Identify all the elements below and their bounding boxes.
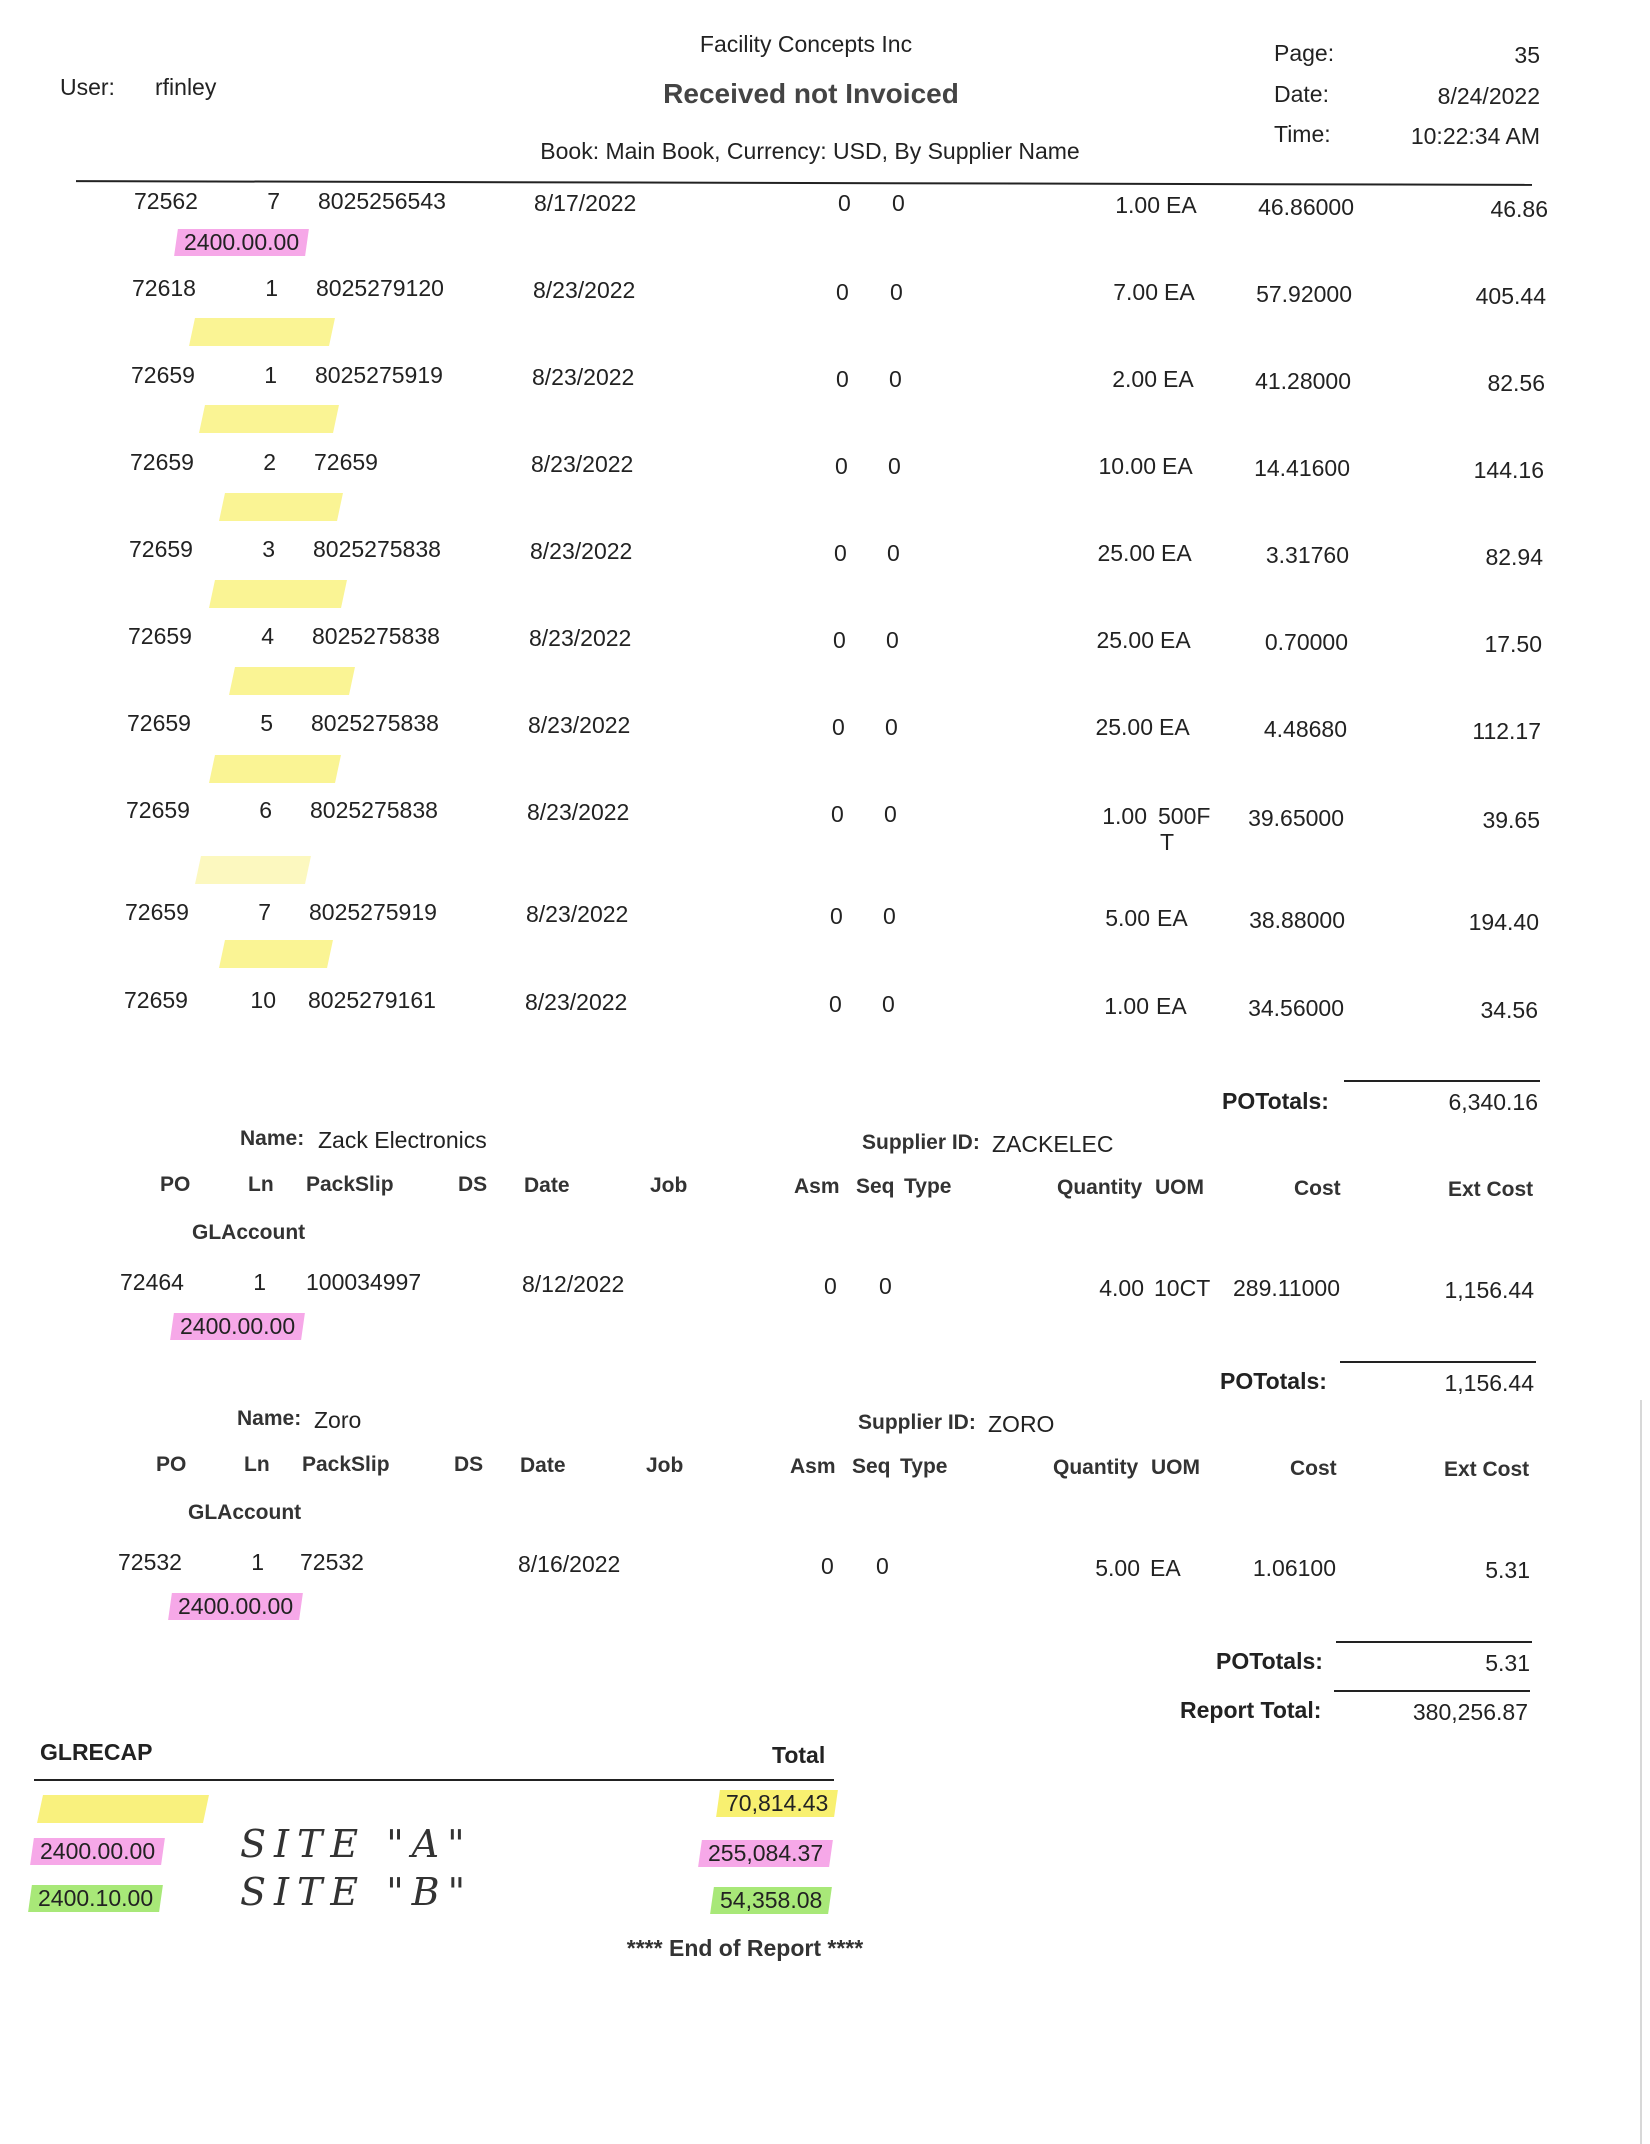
name-label: Name: bbox=[237, 1407, 302, 1430]
unit-cost: 38.88000 bbox=[1249, 907, 1345, 933]
ext-cost: 405.44 bbox=[1475, 283, 1546, 309]
ext-cost: 5.31 bbox=[1485, 1557, 1530, 1583]
col-po: PO bbox=[160, 1173, 191, 1196]
seq: 0 bbox=[885, 714, 898, 740]
redacted-gl-highlight bbox=[219, 940, 333, 968]
receipt-date: 8/23/2022 bbox=[532, 364, 635, 390]
seq: 0 bbox=[892, 190, 905, 216]
line-number: 2 bbox=[263, 449, 276, 475]
redacted-gl-highlight bbox=[209, 755, 341, 783]
ext-cost: 82.94 bbox=[1485, 544, 1543, 570]
packslip: 8025256543 bbox=[318, 188, 446, 214]
col-asm: Asm bbox=[790, 1455, 836, 1478]
glrecap-total-label: Total bbox=[772, 1742, 826, 1768]
po-number: 72659 bbox=[127, 710, 191, 736]
redacted-gl-highlight bbox=[219, 493, 343, 521]
po-number: 72659 bbox=[130, 449, 194, 475]
receipt-date: 8/23/2022 bbox=[526, 901, 629, 927]
uom: EA bbox=[1157, 905, 1188, 931]
po-number: 72659 bbox=[131, 362, 195, 388]
name-label: Name: bbox=[240, 1127, 305, 1150]
seq: 0 bbox=[879, 1273, 892, 1299]
po-totals-label: POTotals: bbox=[1216, 1648, 1323, 1674]
unit-cost: 1.06100 bbox=[1252, 1555, 1336, 1581]
col-po: PO bbox=[156, 1453, 187, 1476]
glrecap-account: 2400.10.00 bbox=[38, 1885, 154, 1911]
col-asm: Asm bbox=[794, 1175, 840, 1198]
redacted-gl-highlight bbox=[189, 318, 335, 346]
col-job: Job bbox=[650, 1174, 688, 1197]
quantity: 5.00 bbox=[1105, 905, 1150, 931]
page-label: Page: bbox=[1274, 40, 1335, 66]
packslip: 8025275838 bbox=[312, 623, 440, 649]
redacted-gl-highlight bbox=[37, 1795, 209, 1823]
col-packslip: PackSlip bbox=[306, 1173, 394, 1196]
asm: 0 bbox=[829, 991, 842, 1017]
quantity: 2.00 bbox=[1112, 366, 1157, 392]
unit-cost: 46.86000 bbox=[1258, 194, 1354, 220]
po-totals-label: POTotals: bbox=[1220, 1368, 1327, 1394]
asm: 0 bbox=[836, 279, 849, 305]
packslip: 8025279120 bbox=[316, 275, 444, 301]
quantity: 5.00 bbox=[1095, 1555, 1140, 1581]
po-number: 72659 bbox=[129, 536, 193, 562]
glrecap-total: 70,814.43 bbox=[726, 1790, 829, 1816]
report-total-value: 380,256.87 bbox=[1412, 1699, 1528, 1725]
po-number: 72659 bbox=[126, 797, 190, 823]
receipt-date: 8/17/2022 bbox=[534, 190, 637, 216]
seq: 0 bbox=[876, 1553, 889, 1579]
glrecap-total: 54,358.08 bbox=[720, 1887, 823, 1913]
line-number: 3 bbox=[262, 536, 275, 562]
glrecap-total-highlight bbox=[698, 1840, 833, 1867]
glrecap-label: GLRECAP bbox=[40, 1739, 153, 1765]
seq: 0 bbox=[889, 366, 902, 392]
packslip: 8025275838 bbox=[310, 797, 438, 823]
end-of-report: **** End of Report **** bbox=[626, 1935, 864, 1961]
ext-cost: 46.86 bbox=[1490, 196, 1548, 222]
uom: EA bbox=[1161, 540, 1192, 566]
line-number: 10 bbox=[250, 987, 276, 1013]
unit-cost: 4.48680 bbox=[1263, 716, 1347, 742]
quantity: 25.00 bbox=[1096, 627, 1154, 653]
unit-cost: 3.31760 bbox=[1265, 542, 1349, 568]
glrecap-total-highlight bbox=[710, 1887, 832, 1914]
seq: 0 bbox=[884, 801, 897, 827]
asm: 0 bbox=[831, 801, 844, 827]
report-time: 10:22:34 AM bbox=[1410, 123, 1540, 149]
packslip: 8025275919 bbox=[309, 899, 437, 925]
po-number: 72464 bbox=[120, 1269, 184, 1295]
line-number: 7 bbox=[267, 188, 280, 214]
scan-edge bbox=[1640, 1400, 1642, 2144]
receipt-date: 8/23/2022 bbox=[529, 625, 632, 651]
asm: 0 bbox=[835, 453, 848, 479]
company-name: Facility Concepts Inc bbox=[699, 31, 913, 57]
packslip: 8025275919 bbox=[315, 362, 443, 388]
col-date: Date bbox=[524, 1174, 570, 1197]
line-number: 1 bbox=[251, 1549, 264, 1575]
supplier-name: Zoro bbox=[314, 1407, 362, 1433]
col-ext-cost: Ext Cost bbox=[1448, 1178, 1534, 1201]
user-label: User: bbox=[60, 74, 115, 100]
unit-cost: 39.65000 bbox=[1248, 805, 1344, 831]
po-totals-rule bbox=[1336, 1641, 1532, 1643]
receipt-date: 8/23/2022 bbox=[533, 277, 636, 303]
glrecap-total-highlight bbox=[716, 1790, 838, 1817]
seq: 0 bbox=[888, 453, 901, 479]
asm: 0 bbox=[824, 1273, 837, 1299]
col-quantity: Quantity bbox=[1057, 1176, 1143, 1199]
uom: EA bbox=[1162, 453, 1193, 479]
gl-account: 2400.00.00 bbox=[180, 1313, 296, 1339]
ext-cost: 39.65 bbox=[1482, 807, 1540, 833]
gl-account: 2400.00.00 bbox=[184, 229, 300, 255]
gl-account-highlight bbox=[168, 1593, 303, 1620]
seq: 0 bbox=[886, 627, 899, 653]
uom: EA bbox=[1150, 1555, 1181, 1581]
uom: EA bbox=[1160, 627, 1191, 653]
col-type: Type bbox=[900, 1455, 948, 1478]
supplier-id: ZACKELEC bbox=[992, 1131, 1114, 1157]
line-number: 4 bbox=[261, 623, 274, 649]
col-ds: DS bbox=[458, 1173, 488, 1196]
report-subtitle: Book: Main Book, Currency: USD, By Supplier Name bbox=[540, 138, 1080, 164]
report-total-label: Report Total: bbox=[1180, 1697, 1322, 1723]
asm: 0 bbox=[832, 714, 845, 740]
col-glaccount: GLAccount bbox=[188, 1501, 302, 1524]
col-seq: Seq bbox=[852, 1455, 891, 1478]
col-ext-cost: Ext Cost bbox=[1444, 1458, 1530, 1481]
seq: 0 bbox=[883, 903, 896, 929]
ext-cost: 144.16 bbox=[1473, 457, 1544, 483]
ext-cost: 194.40 bbox=[1468, 909, 1539, 935]
po-number: 72532 bbox=[118, 1549, 182, 1575]
glrecap-account-highlight bbox=[30, 1838, 165, 1865]
uom-wrap: T bbox=[1160, 829, 1175, 855]
po-number: 72618 bbox=[132, 275, 196, 301]
gl-account-highlight bbox=[170, 1313, 305, 1340]
col-cost: Cost bbox=[1290, 1457, 1337, 1480]
uom: EA bbox=[1159, 714, 1190, 740]
col-job: Job bbox=[646, 1454, 684, 1477]
ext-cost: 17.50 bbox=[1484, 631, 1542, 657]
po-number: 72562 bbox=[134, 188, 198, 214]
receipt-date: 8/23/2022 bbox=[525, 989, 628, 1015]
quantity: 1.00 bbox=[1104, 993, 1149, 1019]
time-label: Time: bbox=[1274, 121, 1331, 147]
packslip: 72532 bbox=[300, 1549, 364, 1575]
redacted-gl-highlight bbox=[195, 856, 311, 884]
user-value: rfinley bbox=[155, 74, 217, 100]
asm: 0 bbox=[834, 540, 847, 566]
seq: 0 bbox=[890, 279, 903, 305]
receipt-date: 8/12/2022 bbox=[522, 1271, 625, 1297]
col-quantity: Quantity bbox=[1053, 1456, 1139, 1479]
quantity: 10.00 bbox=[1098, 453, 1156, 479]
seq: 0 bbox=[887, 540, 900, 566]
col-uom: UOM bbox=[1151, 1456, 1200, 1479]
asm: 0 bbox=[821, 1553, 834, 1579]
report-date: 8/24/2022 bbox=[1437, 83, 1540, 109]
handwritten-note: SITE "B" bbox=[240, 1870, 474, 1914]
uom: 10CT bbox=[1154, 1275, 1211, 1301]
po-number: 72659 bbox=[128, 623, 192, 649]
seq: 0 bbox=[882, 991, 895, 1017]
receipt-date: 8/16/2022 bbox=[518, 1551, 621, 1577]
col-ln: Ln bbox=[248, 1173, 274, 1196]
quantity: 4.00 bbox=[1099, 1275, 1144, 1301]
line-number: 1 bbox=[253, 1269, 266, 1295]
receipt-date: 8/23/2022 bbox=[527, 799, 630, 825]
col-seq: Seq bbox=[856, 1175, 895, 1198]
quantity: 25.00 bbox=[1097, 540, 1155, 566]
glrecap-account: 2400.00.00 bbox=[40, 1838, 156, 1864]
quantity: 1.00 bbox=[1102, 803, 1147, 829]
po-number: 72659 bbox=[125, 899, 189, 925]
asm: 0 bbox=[838, 190, 851, 216]
supplier-name: Zack Electronics bbox=[318, 1127, 487, 1153]
unit-cost: 14.41600 bbox=[1254, 455, 1350, 481]
receipt-date: 8/23/2022 bbox=[528, 712, 631, 738]
uom: EA bbox=[1166, 192, 1197, 218]
packslip: 72659 bbox=[314, 449, 378, 475]
glrecap-divider bbox=[34, 1779, 834, 1781]
receipt-date: 8/23/2022 bbox=[530, 538, 633, 564]
uom: EA bbox=[1163, 366, 1194, 392]
asm: 0 bbox=[836, 366, 849, 392]
uom: 500F bbox=[1158, 803, 1211, 829]
uom: EA bbox=[1156, 993, 1187, 1019]
page-number: 35 bbox=[1514, 42, 1540, 68]
header-divider bbox=[76, 180, 1532, 186]
handwritten-note: SITE "A" bbox=[240, 1822, 473, 1866]
line-number: 6 bbox=[259, 797, 272, 823]
supplier-id-label: Supplier ID: bbox=[862, 1131, 980, 1154]
col-uom: UOM bbox=[1155, 1176, 1204, 1199]
ext-cost: 1,156.44 bbox=[1444, 1277, 1534, 1303]
packslip: 100034997 bbox=[306, 1269, 422, 1295]
line-number: 5 bbox=[260, 710, 273, 736]
col-ds: DS bbox=[454, 1453, 484, 1476]
quantity: 1.00 bbox=[1115, 192, 1160, 218]
po-totals-value: 6,340.16 bbox=[1448, 1089, 1538, 1115]
report-total-rule bbox=[1334, 1690, 1530, 1692]
supplier-id: ZORO bbox=[988, 1411, 1055, 1437]
glrecap-total: 255,084.37 bbox=[708, 1840, 824, 1866]
po-totals-value: 5.31 bbox=[1485, 1650, 1530, 1676]
ext-cost: 82.56 bbox=[1487, 370, 1545, 396]
redacted-gl-highlight bbox=[199, 405, 339, 433]
redacted-gl-highlight bbox=[229, 667, 355, 695]
col-packslip: PackSlip bbox=[302, 1453, 390, 1476]
packslip: 8025275838 bbox=[311, 710, 439, 736]
unit-cost: 289.11000 bbox=[1232, 1275, 1340, 1301]
packslip: 8025275838 bbox=[313, 536, 441, 562]
po-totals-value: 1,156.44 bbox=[1444, 1370, 1534, 1396]
po-totals-label: POTotals: bbox=[1222, 1088, 1329, 1114]
redacted-gl-highlight bbox=[209, 580, 347, 608]
po-totals-rule bbox=[1340, 1361, 1536, 1363]
col-date: Date bbox=[520, 1454, 566, 1477]
ext-cost: 34.56 bbox=[1480, 997, 1538, 1023]
ext-cost: 112.17 bbox=[1472, 718, 1541, 744]
quantity: 25.00 bbox=[1095, 714, 1153, 740]
supplier-id-label: Supplier ID: bbox=[858, 1411, 976, 1434]
col-ln: Ln bbox=[244, 1453, 270, 1476]
uom: EA bbox=[1164, 279, 1195, 305]
unit-cost: 34.56000 bbox=[1248, 995, 1344, 1021]
asm: 0 bbox=[833, 627, 846, 653]
line-number: 7 bbox=[258, 899, 271, 925]
line-number: 1 bbox=[264, 362, 277, 388]
gl-account: 2400.00.00 bbox=[178, 1593, 294, 1619]
unit-cost: 57.92000 bbox=[1256, 281, 1352, 307]
col-cost: Cost bbox=[1294, 1177, 1341, 1200]
glrecap-account-highlight bbox=[28, 1885, 163, 1912]
unit-cost: 41.28000 bbox=[1255, 368, 1351, 394]
packslip: 8025279161 bbox=[308, 987, 436, 1013]
po-totals-rule bbox=[1344, 1080, 1540, 1082]
col-glaccount: GLAccount bbox=[192, 1221, 306, 1244]
po-number: 72659 bbox=[124, 987, 188, 1013]
receipt-date: 8/23/2022 bbox=[531, 451, 634, 477]
asm: 0 bbox=[830, 903, 843, 929]
unit-cost: 0.70000 bbox=[1264, 629, 1348, 655]
date-label: Date: bbox=[1274, 81, 1329, 107]
report-title: Received not Invoiced bbox=[663, 78, 959, 109]
col-type: Type bbox=[904, 1175, 952, 1198]
gl-account-highlight bbox=[174, 229, 309, 256]
line-number: 1 bbox=[265, 275, 278, 301]
quantity: 7.00 bbox=[1113, 279, 1158, 305]
